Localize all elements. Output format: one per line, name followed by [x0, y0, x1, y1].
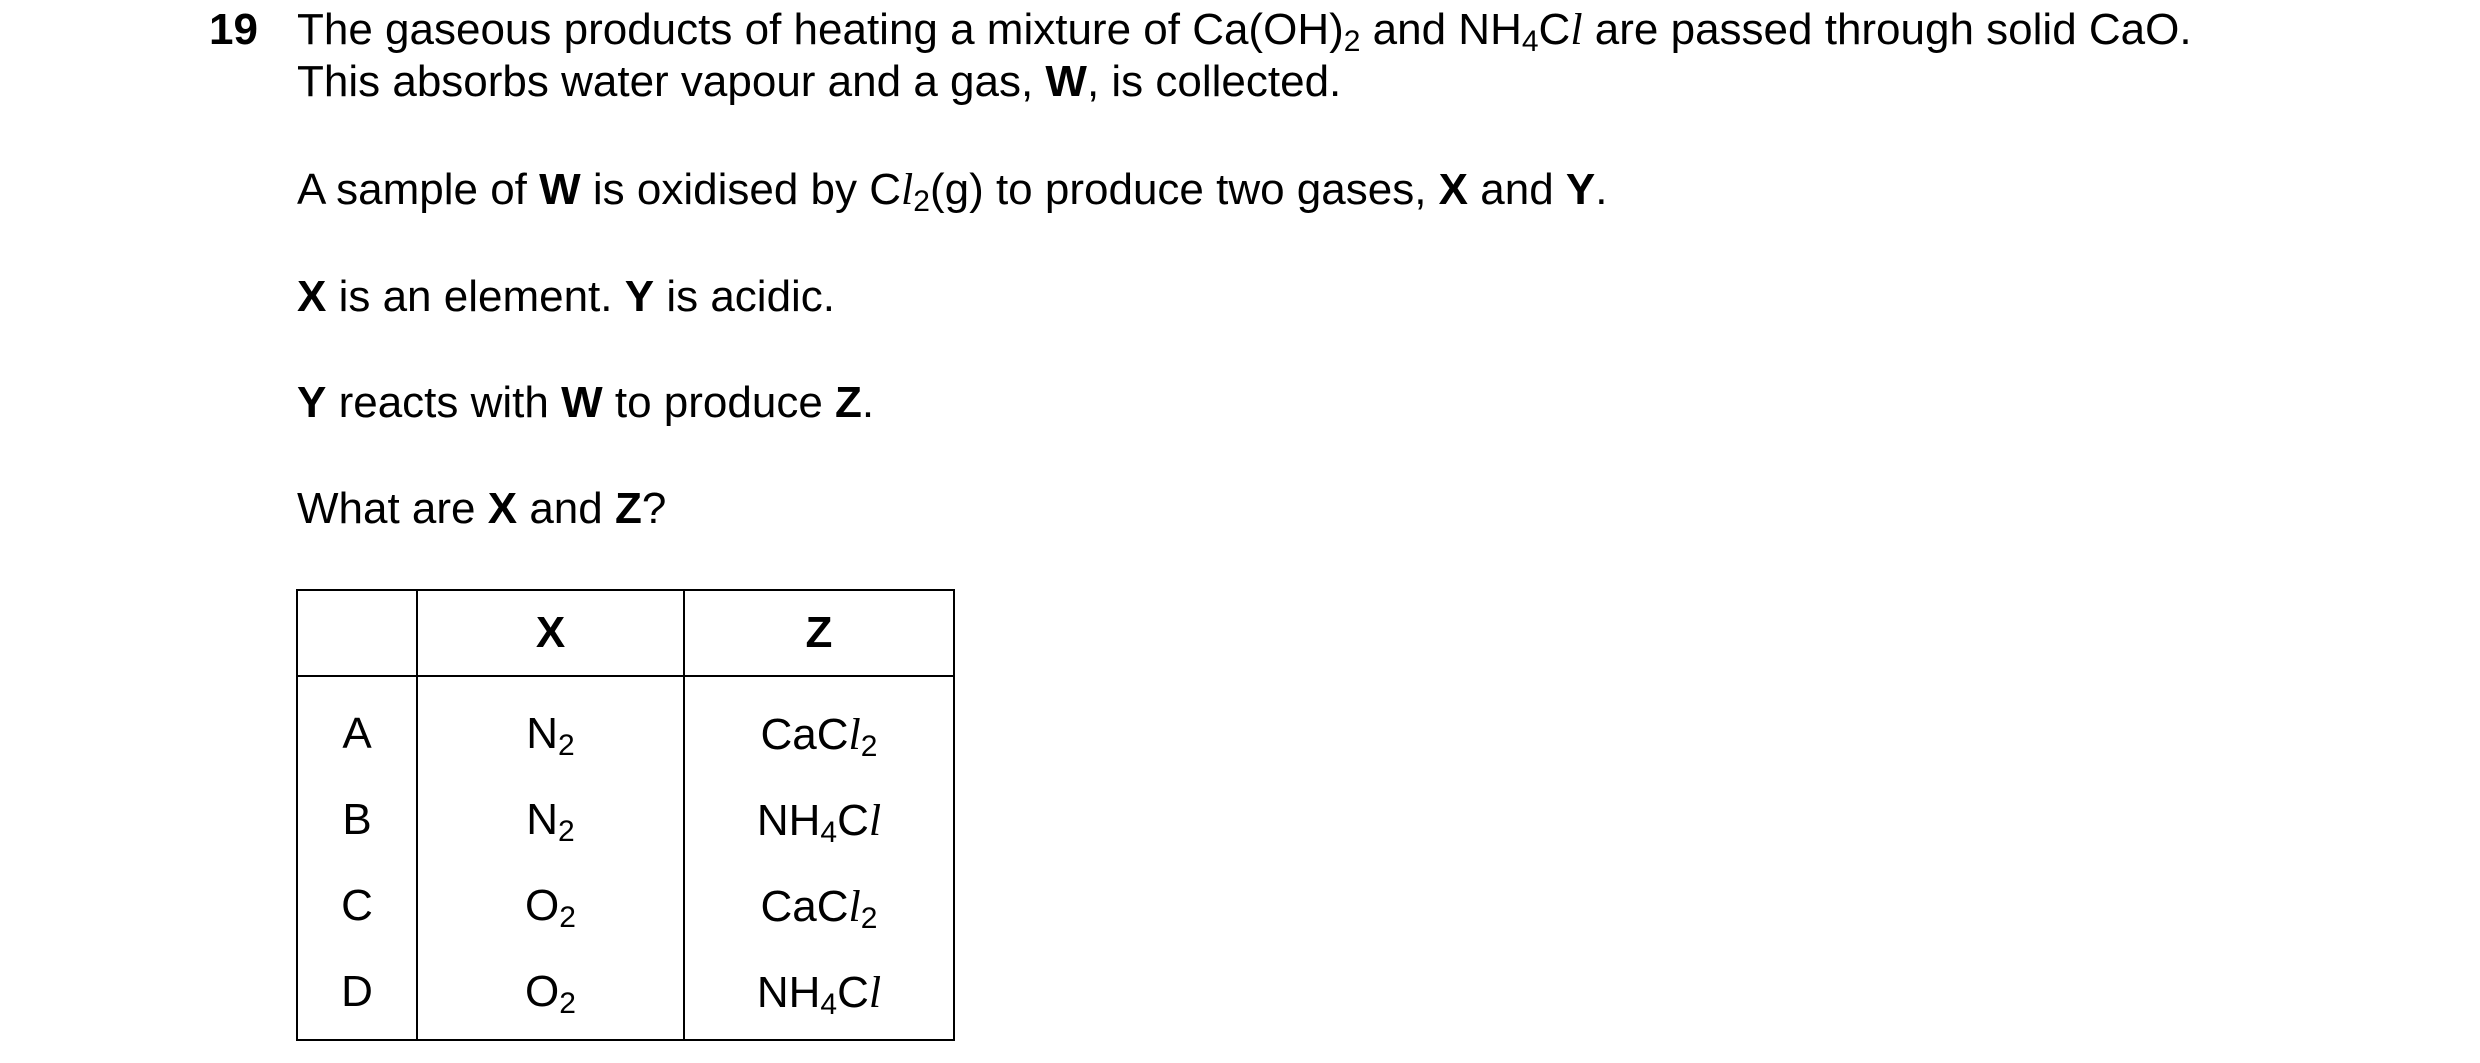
header-z: Z: [684, 590, 954, 676]
table-header-row: [297, 590, 954, 676]
reaction-statement: [297, 377, 874, 429]
subscript: 4: [820, 815, 838, 849]
header-blank: [297, 590, 417, 676]
option-letter: C: [297, 863, 417, 949]
text-span: C: [837, 967, 869, 1017]
table-row[interactable]: [297, 949, 954, 1040]
text-span: What are: [297, 484, 488, 533]
text-span: The gaseous products of heating a mixture of Ca(OH): [297, 5, 1344, 54]
subscript: 2: [558, 815, 575, 848]
text-span: reacts with: [326, 378, 562, 427]
option-z: [684, 676, 954, 777]
text-span: O: [525, 967, 560, 1016]
bold-y: Y: [624, 272, 655, 321]
italic-l: l: [1570, 5, 1583, 54]
italic-l: l: [868, 795, 882, 845]
text-span: (g) to produce two gases,: [929, 165, 1439, 214]
subscript: 2: [558, 729, 575, 762]
text-span: CaC: [760, 709, 849, 759]
bold-x: X: [1438, 165, 1469, 214]
text-span: A sample of: [297, 165, 540, 214]
bold-w: W: [539, 165, 581, 214]
text-span: This absorbs water vapour and a gas,: [297, 57, 1046, 106]
subscript: 2: [860, 729, 878, 763]
header-x: X: [417, 590, 684, 676]
text-span: N: [526, 795, 559, 844]
bold-z: Z: [835, 378, 862, 427]
italic-l: l: [848, 709, 861, 759]
bold-w: W: [1045, 57, 1087, 106]
bold-y: Y: [297, 378, 327, 427]
italic-l: l: [868, 967, 882, 1017]
intro-line-1: [297, 4, 2192, 56]
subscript: 4: [820, 987, 838, 1021]
option-x: [417, 863, 684, 949]
answer-options-table: [296, 589, 955, 1041]
question-prompt: [297, 483, 666, 535]
option-z: [684, 777, 954, 863]
text-span: and NH: [1360, 5, 1522, 54]
subscript: 4: [1521, 25, 1539, 58]
text-span: to produce: [602, 378, 836, 427]
subscript: 2: [860, 901, 878, 935]
text-span: and: [517, 484, 615, 533]
option-letter: B: [297, 777, 417, 863]
bold-x: X: [297, 272, 327, 321]
text-span: are passed through solid CaO.: [1582, 5, 2192, 54]
table-row[interactable]: [297, 777, 954, 863]
table-row[interactable]: [297, 863, 954, 949]
text-span: CaC: [760, 881, 849, 931]
intro-line-2: [297, 56, 2192, 108]
bold-x: X: [487, 484, 518, 533]
option-x: [417, 777, 684, 863]
text-span: and: [1468, 165, 1566, 214]
subscript: 2: [1343, 25, 1361, 58]
bold-y: Y: [1565, 165, 1596, 214]
option-x: [417, 676, 684, 777]
italic-l: l: [848, 881, 861, 931]
option-z: [684, 949, 954, 1040]
option-letter: D: [297, 949, 417, 1040]
option-letter: A: [297, 676, 417, 777]
text-span: C: [837, 795, 869, 845]
text-span: is an element.: [326, 272, 625, 321]
text-span: N: [526, 709, 559, 758]
text-span: , is collected.: [1086, 57, 1342, 106]
text-span: .: [1595, 165, 1608, 214]
bold-z: Z: [614, 484, 642, 533]
question-intro: [297, 4, 2192, 108]
subscript: 2: [559, 987, 576, 1020]
text-span: O: [525, 881, 560, 930]
text-span: C: [1538, 5, 1571, 54]
text-span: .: [861, 378, 875, 427]
text-span: NH: [756, 967, 821, 1017]
text-span: NH: [756, 795, 821, 845]
subscript: 2: [913, 185, 930, 218]
oxidation-statement: [297, 164, 1608, 216]
element-statement: [297, 271, 835, 323]
question-number: 19: [209, 5, 258, 54]
subscript: 2: [559, 901, 576, 934]
text-span: ?: [641, 484, 667, 533]
text-span: is acidic.: [654, 272, 836, 321]
table-row[interactable]: [297, 676, 954, 777]
italic-l: l: [901, 165, 914, 214]
option-z: [684, 863, 954, 949]
bold-w: W: [561, 378, 603, 427]
text-span: is oxidised by C: [580, 165, 902, 214]
option-x: [417, 949, 684, 1040]
